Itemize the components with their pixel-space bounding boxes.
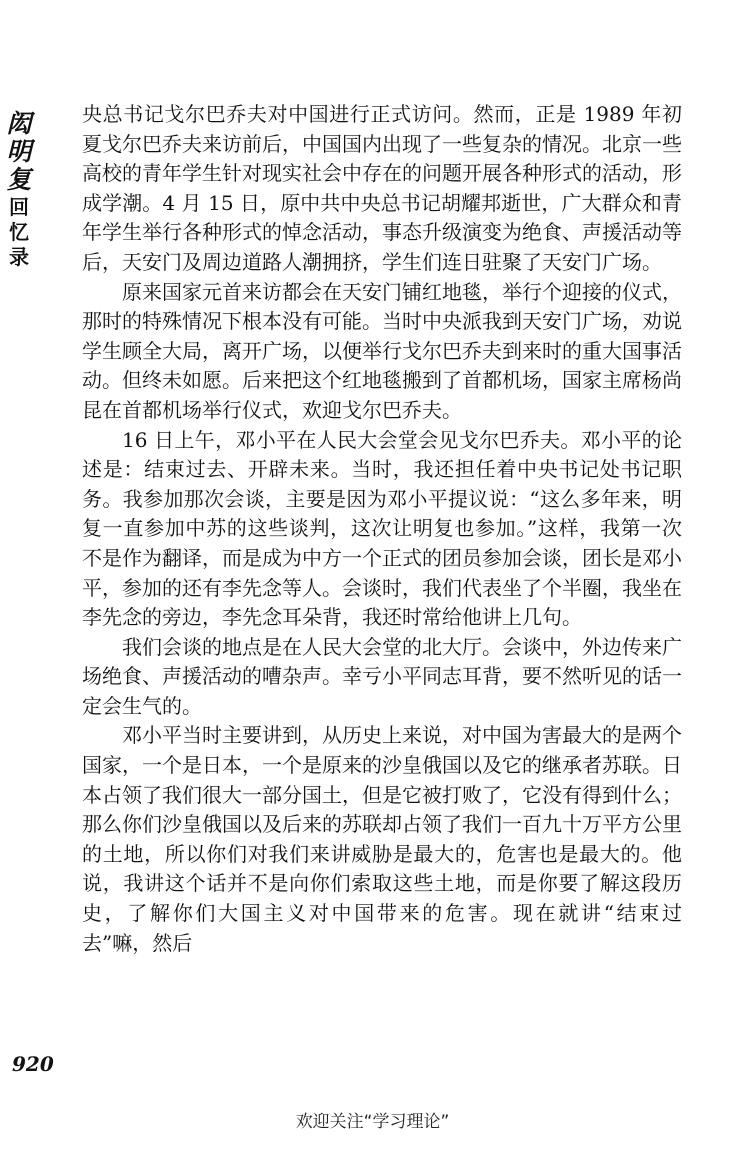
book-subtitle-char: 忆: [9, 220, 29, 244]
book-title-char: 闳: [6, 109, 32, 138]
paragraph: 16 日上午，邓小平在人民大会堂会见戈尔巴乔夫。邓小平的论述是：结束过去、开辟未来。当时，我还担任着中央书记处书记职务。我参加那次会谈，主要是因为邓小平提议说：“这么多年来，明复一直参加中苏的这些谈判，这次让明复也参加。”这样，我第一次不是作为翻译，而是成为中方一个正式的团员参加会谈，团长是邓小平，参加的还有李先念等人。会谈时，我们代表坐了个半圈，我坐在李先念的旁边，李先念耳朵背，我还时常给他讲上几句。: [82, 427, 682, 630]
book-subtitle-char: 回: [9, 195, 29, 219]
paragraph-continued: 央总书记戈尔巴乔夫对中国进行正式访问。然而，正是 1989 年初夏戈尔巴乔夫来访前后，中国国内出现了一些复杂的情况。北京一些高校的青年学生针对现实社会中存在的问题开展各种形式的活动，形成学潮。4 月 15 日，原中共中央总书记胡耀邦逝世，广大群众和青年学生举行各种形式的悼念活动，事态升级演变为绝食、声援活动等后，天安门及周边道路人潮拥挤，学生们连日驻聚了天安门广场。: [82, 102, 682, 274]
book-title-vertical: [4, 110, 34, 269]
footer-watermark-text: 欢迎关注“学习理论”: [295, 1112, 450, 1132]
book-title-char: 复: [6, 165, 32, 194]
paragraph: 原来国家元首来访都会在天安门铺红地毯，举行个迎接的仪式，那时的特殊情况下根本没有可能。当时中央派我到天安门广场，劝说学生顾全大局，离开广场，以便举行戈尔巴乔夫到来时的重大国事活动。但终未如愿。后来把这个红地毯搬到了首都机场，国家主席杨尚昆在首都机场举行仪式，欢迎戈尔巴乔夫。: [82, 279, 682, 422]
book-title-char: 明: [6, 137, 32, 166]
book-subtitle-char: 录: [9, 245, 29, 269]
page-body: [82, 100, 682, 958]
page-number: 920: [12, 1052, 54, 1076]
paragraph: 邓小平当时主要讲到，从历史上来说，对中国为害最大的是两个国家，一个是日本，一个是原来的沙皇俄国以及它的继承者苏联。日本占领了我们很大一部分国土，但是它被打败了，它没有得到什么；那么你们沙皇俄国以及后来的苏联却占领了我们一百九十万平方公里的土地，所以你们对我们来讲威胁是最大的，危害也是最大的。他说，我讲这个话并不是向你们索取这些土地，而是你要了解这段历史，了解你们大国主义对中国带来的危害。现在就讲“结束过去”嘛，然后: [82, 723, 682, 955]
paragraph: 我们会谈的地点是在人民大会堂的北大厅。会谈中，外边传来广场绝食、声援活动的嘈杂声。幸亏小平同志耳背，要不然听见的话一定会生气的。: [82, 634, 682, 718]
